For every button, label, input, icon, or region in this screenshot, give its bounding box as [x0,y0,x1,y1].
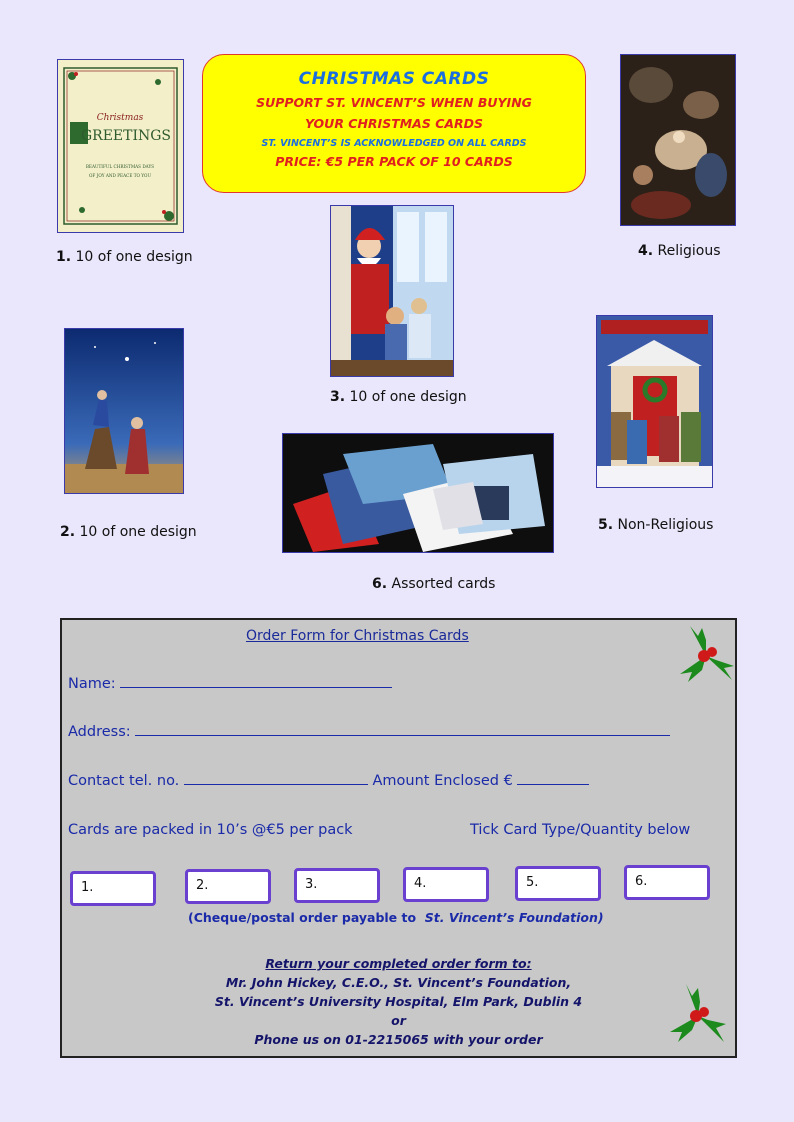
card-caption-3: 3. 10 of one design [330,389,467,405]
contact-input[interactable] [184,773,368,785]
banner-support-line-2: YOUR CHRISTMAS CARDS [304,116,484,131]
order-form-title: Order Form for Christmas Cards [246,628,469,644]
banner-acknowledged-line: ST. VINCENT’S IS ACKNOWLEDGED ON ALL CARDS [261,138,527,149]
santa-card-art [331,206,453,376]
card-image-6 [282,433,554,553]
card-caption-1: 1. 10 of one design [56,249,193,265]
card-image-1 [57,59,184,233]
card-type-box-2[interactable]: 2. [185,869,271,904]
address-label: Address: [68,724,131,740]
address-input[interactable] [135,724,670,736]
amount-label: Amount Enclosed € [372,773,513,789]
banner-support-line: SUPPORT ST. VINCENT’S WHEN BUYING [256,95,532,110]
cheque-payee: St. Vincent’s Foundation) [424,910,604,925]
card1-verse-2: OF JOY AND PEACE TO YOU [88,173,152,178]
greetings-card-art [58,60,183,232]
holly-icon-bottom [668,982,728,1046]
card-type-box-3[interactable]: 3. [294,868,380,903]
return-address-2: St. Vincent’s University Hospital, Elm Park, Dublin 4 [214,994,583,1009]
card1-christmas-text: Christmas [96,113,144,123]
holly-icon [676,622,736,686]
amount-input[interactable] [517,773,589,785]
header-banner [202,54,586,193]
phone-line: Phone us on 01-2215065 with your order [254,1032,543,1047]
cheque-note: (Cheque/postal order payable to St. Vincent’s Foundation) [188,910,604,925]
return-address-1: Mr. John Hickey, C.E.O., St. Vincent’s Foundation, [225,975,572,990]
card1-greetings-text: GREETINGS [80,128,172,144]
banner-price: PRICE: €5 PER PACK OF 10 CARDS [275,154,513,169]
address-field-row [68,724,670,740]
card-type-box-6[interactable]: 6. [624,865,710,900]
name-field-row [68,676,392,692]
card-type-box-5[interactable]: 5. [515,866,601,901]
card-image-2 [64,328,184,494]
card-caption-5: 5. Non-Religious [598,517,714,533]
card-type-box-1[interactable]: 1. [70,871,156,906]
card-caption-4: 4. Religious [638,243,721,259]
tick-text: Tick Card Type/Quantity below [470,822,691,838]
name-input[interactable] [120,676,392,688]
packed-text: Cards are packed in 10’s @€5 per pack [68,822,353,838]
journey-card-art [65,329,183,493]
return-heading: Return your completed order form to: [265,956,532,971]
banner-title: CHRISTMAS CARDS [298,69,490,89]
contact-label: Contact tel. no. [68,773,180,789]
non-religious-card-art [597,316,712,487]
religious-card-art [621,55,735,225]
return-or: or [391,1013,406,1028]
card-type-box-4[interactable]: 4. [403,867,489,902]
card-image-4 [620,54,736,226]
card1-verse-1: BEAUTIFUL CHRISTMAS DAYS [85,164,155,169]
card-image-3 [330,205,454,377]
contact-field-row [68,773,589,789]
card-caption-2: 2. 10 of one design [60,524,197,540]
order-form [60,618,737,1058]
card-image-5 [596,315,713,488]
card-caption-6: 6. Assorted cards [372,576,496,592]
assorted-cards-art [283,434,553,552]
name-label: Name: [68,676,116,692]
